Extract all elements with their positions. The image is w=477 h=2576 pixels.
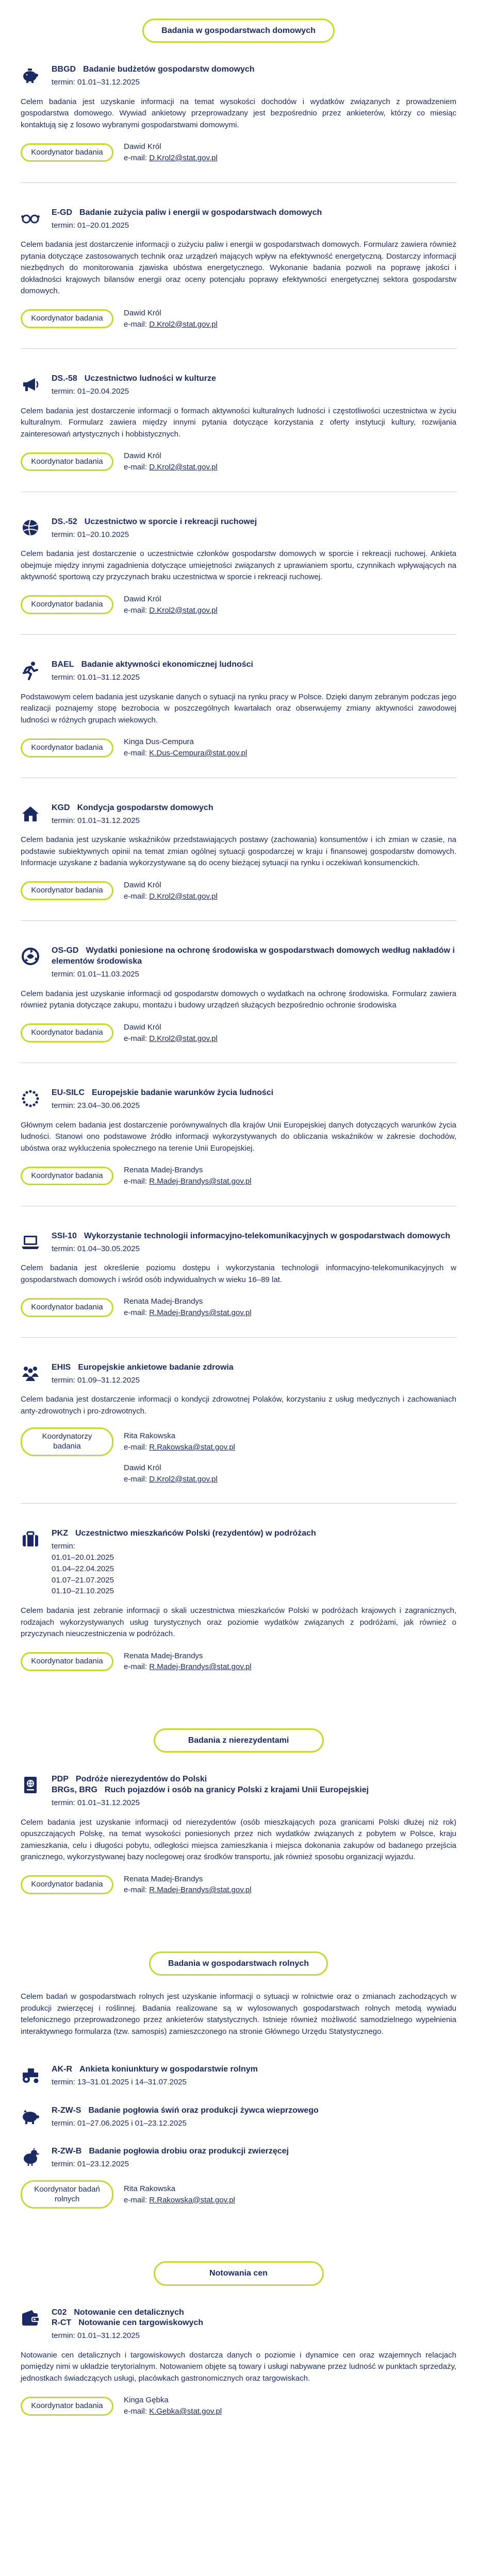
survey-title: Wydatki poniesione na ochronę środowiska w gospodarstwach domowych według nakładów i elementów środowiska — [52, 946, 455, 966]
survey-term-line: 01.04–22.04.2025 — [52, 1564, 114, 1573]
coordinator-name: Renata Madej-Brandys — [124, 1297, 203, 1306]
coordinator-info — [124, 1462, 218, 1485]
survey-header — [21, 1088, 456, 1112]
coordinator-label: Koordynator badania — [21, 143, 113, 162]
house-icon — [21, 804, 40, 823]
survey-code: R-ZW-B — [52, 2147, 82, 2156]
survey-item — [21, 1356, 456, 1504]
coordinator-row — [21, 450, 456, 473]
coordinators — [21, 2395, 456, 2417]
coordinator-email-link[interactable]: D.Krol2@stat.gov.pl — [149, 605, 218, 615]
survey-title-block — [52, 1088, 456, 1112]
survey-header — [21, 803, 456, 827]
coordinator-email-line — [124, 153, 218, 164]
survey-title: Europejskie ankietowe badanie zdrowia — [78, 1362, 234, 1372]
survey-header — [21, 946, 456, 980]
coordinator-name: Dawid Król — [124, 1022, 161, 1032]
survey-code: EU-SILC — [52, 1088, 85, 1098]
survey-title: Badanie aktywności ekonomicznej ludności — [81, 660, 253, 669]
survey-title-block — [52, 64, 456, 88]
survey-code: R-ZW-S — [52, 2106, 81, 2115]
coordinator-row — [21, 594, 456, 616]
coordinator-label: Koordynator badania — [21, 309, 113, 328]
coordinator-email-link[interactable]: R.Madej-Brandys@stat.gov.pl — [149, 1177, 252, 1186]
survey-code: DS.-58 — [52, 374, 77, 383]
coordinator-name: Dawid Król — [124, 594, 161, 603]
survey-header — [21, 1231, 456, 1255]
survey-description: Podstawowym celem badania jest uzyskanie danych o sytuacji na rynku pracy w Polsce. Dzięki danym zebranym podczas jego realizacji poznajemy stopę bezrobocia w poszczególnych kwartałach oraz obserwujemy zmiany aktywności zawodowej ludności w różnych grupach wiekowych. — [21, 692, 456, 725]
survey-term-line: 01.07–21.07.2025 — [52, 1575, 114, 1585]
survey-description: Celem badania jest dostarczenie o uczestnictwie członków gospodarstw domowych w sporcie i rekreacji ruchowej. Ankieta obejmuje między innymi zagadnienia dotyczące umiejętności związanych z uprawianiem sportu, czynnikach wpływających na aktywność sportową czy przyczynach braku uczestnictwa w sporcie i rekreacji ruchowej. — [21, 549, 456, 582]
survey-header — [21, 2064, 456, 2088]
coordinator-label: Koordynator badania — [21, 1167, 113, 1186]
survey-title: Uczestnictwo ludności w kulturze — [84, 374, 216, 383]
coordinator-info — [124, 1430, 235, 1453]
coordinator-label — [21, 1469, 113, 1478]
coordinator-label: Koordynator badania — [21, 595, 113, 614]
survey-title-line — [52, 1362, 456, 1373]
survey-title: Badanie pogłowia drobiu oraz produkcji zwierzęcej — [89, 2147, 289, 2156]
survey-description: Celem badania jest uzyskanie informacji od gospodarstw domowych o wydatkach na ochronę środowiska. Formularz zawiera również pytania dotyczące zakupu, montażu i budowy urządzeń służących bezpośrednio ochronie środowiska — [21, 989, 456, 1010]
survey-title: Notowanie cen detalicznych — [74, 2308, 184, 2317]
survey-header — [21, 374, 456, 397]
survey-item — [21, 1082, 456, 1206]
coordinator-row — [21, 1462, 456, 1485]
survey-item — [21, 2301, 456, 2436]
survey-title-line — [52, 2308, 456, 2318]
coordinator-email-line — [124, 1884, 252, 1896]
survey-title-block — [52, 2308, 456, 2342]
email-prefix: e-mail: — [124, 605, 150, 615]
coordinator-info — [124, 880, 218, 902]
survey-code: AK-R — [52, 2065, 72, 2074]
survey-item — [21, 201, 456, 349]
survey-title-line — [52, 517, 456, 528]
coordinator-row — [21, 141, 456, 164]
survey-title-line — [52, 946, 456, 967]
coordinator-label: Koordynatorzy badania — [21, 1427, 113, 1456]
section — [21, 1710, 456, 1914]
section-header — [21, 2243, 456, 2301]
coordinator-email-line — [124, 1176, 252, 1187]
coordinator-email-link[interactable]: R.Madej-Brandys@stat.gov.pl — [149, 1885, 252, 1895]
survey-title-line — [52, 2318, 456, 2329]
coordinator-info — [124, 1022, 218, 1045]
wallet-icon — [21, 2309, 40, 2328]
coordinator-row — [21, 1022, 456, 1045]
coordinator-info — [124, 308, 218, 330]
coordinator-email-link[interactable]: D.Krol2@stat.gov.pl — [149, 319, 218, 329]
survey-code: C02 — [52, 2308, 67, 2317]
survey-item — [21, 1768, 456, 1914]
survey-term-line: 01.01–20.01.2025 — [52, 1553, 114, 1562]
email-prefix: e-mail: — [124, 1177, 150, 1186]
coordinator-label: Koordynator badania — [21, 1652, 113, 1671]
tractor-icon — [21, 2065, 40, 2085]
section-header — [21, 1933, 456, 1991]
survey-description: Celem badania jest uzyskanie informacji na temat wysokości dochodów i wydatków związanych z prowadzeniem gospodarstwa domowego. Wywiad ankietowy przeprowadzany jest bezpośrednio przez ankieterów, którzy co miesiąc kontaktują się z losowo wybranymi gospodarstwami domowymi. — [21, 97, 456, 129]
coordinator-email-link[interactable]: R.Madej-Brandys@stat.gov.pl — [149, 1308, 252, 1318]
email-prefix: e-mail: — [124, 2195, 150, 2204]
email-prefix: e-mail: — [124, 2407, 150, 2416]
survey-title-block — [52, 660, 456, 683]
coordinator-name: Renata Madej-Brandys — [124, 1874, 203, 1883]
section — [21, 0, 456, 1691]
coordinator-email-line — [124, 2406, 222, 2417]
survey-item — [21, 2058, 456, 2099]
survey-description: Celem badania jest uzyskanie wskaźników przedstawiających postawy (zachowania) konsumentów i ich zmian w czasie, na podstawie subiektywnych opinii na temat zmian ogólnej sytuacji gospodarczej w kraju i finansowej gospodarstw domowych. Informacje uzyskane z badania wykorzystywane są do oceny bieżącej sytuacji na rynku i oczekiwań konsumenckich. — [21, 835, 456, 868]
coordinator-email-line — [124, 1307, 252, 1319]
coordinator-label: Koordynator badania — [21, 881, 113, 900]
laptop-icon — [21, 1232, 40, 1252]
coordinators — [21, 141, 456, 164]
survey-title-line — [52, 1088, 456, 1099]
email-prefix: e-mail: — [124, 1474, 150, 1484]
email-prefix: e-mail: — [124, 749, 150, 758]
section-intro: Celem badań w gospodarstwach rolnych jest uzyskanie informacji o sytuacji w rolnictwie oraz o zmianach zachodzących w produkcji zwierzęcej i roślinnej. Badania realizowane są w wylosowanych gospodarstwach rolnych metodą wywiadu telefonicznego przeprowadzonego przez ankieterów statystycznych. Istnieje również możliwość samodzielnego wypełnienia interaktywnego formularza (tzw. samospis) zamieszczonego na stronie Głównego Urzędu Statystycznego. — [21, 1992, 456, 2036]
survey-title-line — [52, 374, 456, 384]
survey-header — [21, 208, 456, 231]
coordinator-name: Rita Rakowska — [124, 1432, 176, 1441]
coordinator-email-link[interactable]: D.Krol2@stat.gov.pl — [149, 1474, 218, 1484]
survey-title-block — [52, 374, 456, 397]
survey-item — [21, 511, 456, 635]
survey-header — [21, 64, 456, 88]
section-title: Badania z nierezydentami — [154, 1728, 324, 1753]
survey-title-line — [52, 208, 456, 218]
survey-title: Notowanie cen targowiskowych — [78, 2318, 204, 2328]
survey-title-block — [52, 2064, 456, 2088]
survey-item — [21, 1522, 456, 1691]
survey-description: Celem badania jest dostarczenie informacji o kondycji zdrowotnej Polaków, korzystaniu z usług medycznych i zachowaniach anty-zdrowotnych i pro-zdrowotnych. — [21, 1395, 456, 1416]
survey-header — [21, 1774, 456, 1808]
survey-title: Wykorzystanie technologii informacyjno-telekomunikacyjnych w gospodarstwach domowych — [84, 1231, 450, 1240]
survey-description: Celem badania jest dostarczenie informacji o formach aktywności kulturalnych ludności i częstotliwości uczestnictwa w życiu kulturalnym. Formularz zawiera między innymi pytania dotyczące korzystania z oferty instytucji kultury, rozwijania zainteresowań artystycznych i hobbistycznych. — [21, 406, 456, 439]
survey-title-line — [52, 1231, 456, 1242]
survey-title-line — [52, 64, 456, 75]
survey-title-line — [52, 1528, 456, 1539]
megaphone-icon — [21, 375, 40, 394]
coordinator-email-line — [124, 1442, 235, 1453]
coordinator-row — [21, 1651, 456, 1673]
survey-title-block — [52, 517, 456, 541]
email-prefix: e-mail: — [124, 1443, 150, 1452]
survey-title-block — [52, 2146, 456, 2170]
coordinators — [21, 450, 456, 473]
survey-title-block — [52, 1362, 456, 1386]
coordinator-info — [124, 736, 247, 759]
coordinators — [21, 880, 456, 902]
running-person-icon — [21, 661, 40, 680]
email-prefix: e-mail: — [124, 1885, 150, 1895]
survey-code: SSI-10 — [52, 1231, 77, 1240]
coordinator-name: Dawid Król — [124, 1463, 161, 1472]
survey-item — [21, 653, 456, 778]
survey-term: termin: 01.01–31.12.2025 — [52, 816, 140, 825]
survey-title-block — [52, 208, 456, 231]
survey-header — [21, 517, 456, 541]
survey-item — [21, 367, 456, 492]
piggy-bank-icon — [21, 65, 40, 85]
coordinator-email-link[interactable]: D.Krol2@stat.gov.pl — [149, 891, 218, 901]
survey-title: Badanie budżetów gospodarstw domowych — [83, 65, 255, 74]
survey-title: Europejskie badanie warunków życia ludności — [92, 1088, 274, 1098]
section-title: Badania w gospodarstwach domowych — [142, 19, 335, 43]
survey-term: termin: 01–20.10.2025 — [52, 530, 129, 539]
survey-description: Celem badania jest dostarczenie informacji o zużyciu paliw i energii w gospodarstwach domowych. Formularz zawiera również pytania dotyczące zastosowanych technik oraz urządzeń mających wpływ na efektywność energetyczną. Dostarczy informacji niezbędnych do monitorowania zjawiska ubóstwa energetycznego. Wykonanie badania pozwoli na poprawę jakości i dokładności krajowych bilansów energii oraz oceny potencjału poprawy efektywności energetycznej sektora gospodarstw domowych. — [21, 240, 456, 296]
survey-item — [21, 939, 456, 1063]
coordinator-email-line — [124, 1661, 252, 1673]
coordinator-row — [21, 1296, 456, 1319]
survey-term: termin: 01.01–31.12.2025 — [52, 673, 140, 682]
survey-code: KGD — [52, 803, 70, 812]
coordinator-label: Koordynator badań rolnych — [21, 2180, 113, 2209]
section — [21, 2243, 456, 2436]
coordinators — [21, 2180, 456, 2209]
coordinator-name: Rita Rakowska — [124, 2184, 176, 2193]
coordinators — [21, 1651, 456, 1673]
pig-icon — [21, 2107, 40, 2126]
email-prefix: e-mail: — [124, 1662, 150, 1672]
coordinator-name: Dawid Król — [124, 142, 161, 151]
coordinator-email-line — [124, 319, 218, 330]
survey-title-block — [52, 803, 456, 827]
survey-description: Celem badania jest uzyskanie informacji od nierezydentów (osób mieszkających poza granicami Polski dłużej niż rok) opuszczających Polskę, na temat wysokości poniesionych przez nich wydatków związanych z pobytem w Polsce, kraju zamieszkania, celu i długości pobytu, odległości miejsca zamieszkania i miejsca dokonania zakupów od badanego przejścia granicznego, wykorzystywanej bazy noclegowej oraz środków transportu, jak również sposobu organizacji wyjazdu. — [21, 1817, 456, 1862]
coordinators — [21, 1296, 456, 1319]
coordinators — [21, 1874, 456, 1896]
survey-term: termin: 01–23.12.2025 — [52, 2160, 129, 2169]
coordinator-name: Kinga Gębka — [124, 2396, 169, 2405]
section-header — [21, 1710, 456, 1768]
recycle-icon — [21, 947, 40, 966]
survey-header — [21, 1362, 456, 1386]
coordinator-email-line — [124, 891, 218, 902]
survey-term: termin: 01–20.01.2025 — [52, 221, 129, 230]
coordinators — [21, 594, 456, 616]
survey-title: Badanie pogłowia świń oraz produkcji żywca wieprzowego — [88, 2106, 319, 2115]
survey-title: Kondycja gospodarstw domowych — [77, 803, 213, 812]
coordinator-name: Renata Madej-Brandys — [124, 1651, 203, 1660]
survey-code: R-CT — [52, 2318, 72, 2328]
coordinator-email-line — [124, 462, 218, 473]
survey-item — [21, 58, 456, 183]
coordinators — [21, 736, 456, 759]
coordinator-email-line — [124, 1474, 218, 1485]
survey-title-block — [52, 1231, 456, 1255]
survey-code: BRGs, BRG — [52, 1785, 97, 1794]
survey-header — [21, 1528, 456, 1597]
email-prefix: e-mail: — [124, 1308, 150, 1318]
coordinator-info — [124, 1874, 252, 1896]
coordinator-name: Kinga Dus-Cempura — [124, 737, 194, 747]
section — [21, 1933, 456, 2224]
chicken-icon — [21, 2147, 40, 2167]
survey-title-line — [52, 660, 456, 670]
email-prefix: e-mail: — [124, 463, 150, 472]
survey-title-line — [52, 803, 456, 814]
eu-stars-icon — [21, 1089, 40, 1108]
coordinator-row — [21, 1427, 456, 1456]
survey-title: Badanie zużycia paliw i energii w gospodarstwach domowych — [79, 208, 322, 217]
coordinator-row — [21, 308, 456, 330]
survey-title-line — [52, 1774, 456, 1785]
survey-title: Ruch pojazdów i osób na granicy Polski z krajami Unii Europejskiej — [104, 1785, 369, 1794]
survey-title-block — [52, 1774, 456, 1808]
survey-term: termin: 01.01–31.12.2025 — [52, 1798, 140, 1807]
survey-code: OS-GD — [52, 946, 79, 955]
survey-title-line — [52, 1785, 456, 1796]
section-title: Badania w gospodarstwach rolnych — [149, 1951, 328, 1976]
coordinator-name: Dawid Król — [124, 308, 161, 317]
section-title: Notowania cen — [154, 2261, 324, 2285]
coordinators — [21, 1427, 456, 1485]
coordinator-info — [124, 2395, 222, 2417]
coordinator-label: Koordynator badania — [21, 1298, 113, 1317]
coordinator-name: Renata Madej-Brandys — [124, 1166, 203, 1175]
coordinator-row — [21, 1165, 456, 1187]
survey-code: E-GD — [52, 208, 72, 217]
coordinator-label: Koordynator badania — [21, 1875, 113, 1894]
passport-icon — [21, 1775, 40, 1795]
email-prefix: e-mail: — [124, 891, 150, 901]
survey-term: termin: 01.09–31.12.2025 — [52, 1375, 140, 1385]
survey-term: termin: 13–31.01.2025 i 14–31.07.2025 — [52, 2078, 187, 2087]
survey-header — [21, 660, 456, 683]
survey-item — [21, 2099, 456, 2141]
survey-code: BBGD — [52, 65, 76, 74]
survey-term: termin: 23.04–30.06.2025 — [52, 1101, 140, 1110]
survey-title-line — [52, 2064, 456, 2075]
survey-title: Ankieta koniunktury w gospodarstwie rolnym — [79, 2065, 258, 2074]
survey-term: termin: 01.01–31.12.2025 — [52, 77, 140, 87]
survey-code: PDP — [52, 1775, 69, 1784]
coordinator-info — [124, 594, 218, 616]
survey-title-block — [52, 2106, 456, 2129]
coordinator-label: Koordynator badania — [21, 2397, 113, 2416]
survey-item — [21, 2140, 456, 2224]
survey-code: PKZ — [52, 1529, 68, 1538]
coordinator-email-link[interactable]: D.Krol2@stat.gov.pl — [149, 463, 218, 472]
coordinators — [21, 1022, 456, 1045]
survey-title: Podróże nierezydentów do Polski — [75, 1775, 207, 1784]
survey-description: Głównym celem badania jest dostarczenie porównywalnych dla krajów Unii Europejskiej danych dotyczących warunków życia ludności. Stanowi ono podstawowe źródło informacji wykorzystywanych do obliczania wskaźników w zakresie dochodów, ubóstwa oraz wykluczenia społecznego na terenie Unii Europejskiej. — [21, 1120, 456, 1153]
coordinator-row — [21, 880, 456, 902]
survey-code: DS.-52 — [52, 517, 77, 526]
glasses-icon — [21, 209, 40, 228]
coordinator-name: Dawid Król — [124, 880, 161, 889]
coordinator-row — [21, 736, 456, 759]
ball-icon — [21, 518, 40, 537]
coordinator-label: Koordynator badania — [21, 452, 113, 472]
survey-term: termin: — [52, 1542, 75, 1551]
coordinator-row — [21, 2180, 456, 2209]
survey-code: EHIS — [52, 1362, 71, 1372]
coordinator-info — [124, 450, 218, 473]
coordinators — [21, 308, 456, 330]
coordinator-info — [124, 2183, 235, 2206]
survey-term-line: 01.10–21.10.2025 — [52, 1587, 114, 1596]
coordinator-info — [124, 141, 218, 164]
coordinators — [21, 1165, 456, 1187]
coordinator-info — [124, 1651, 252, 1673]
coordinator-row — [21, 2395, 456, 2417]
survey-title-block — [52, 946, 456, 980]
survey-title: Uczestnictwo w sporcie i rekreacji ruchowej — [84, 517, 257, 526]
coordinator-label: Koordynator badania — [21, 1023, 113, 1042]
section-header — [21, 0, 456, 58]
email-prefix: e-mail: — [124, 153, 150, 162]
coordinator-email-link[interactable]: R.Madej-Brandys@stat.gov.pl — [149, 1662, 252, 1672]
survey-item — [21, 797, 456, 921]
survey-term: termin: 01–20.04.2025 — [52, 387, 129, 396]
coordinator-label: Koordynator badania — [21, 738, 113, 757]
survey-header — [21, 2146, 456, 2170]
coordinator-email-link[interactable]: D.Krol2@stat.gov.pl — [149, 153, 218, 162]
survey-title-block — [52, 1528, 456, 1597]
email-prefix: e-mail: — [124, 319, 150, 329]
survey-description: Celem badania jest zebranie informacji o skali uczestnictwa mieszkańców Polski w podróżach krajowych i zagranicznych, rodzajach wykorzystywanych usług turystycznych oraz poziomie wydatków związanych z podróżami, jak również o przyczynach nieuczestniczenia w podróżach. — [21, 1606, 456, 1638]
coordinator-email-line — [124, 605, 218, 616]
coordinator-email-line — [124, 1033, 218, 1045]
survey-title: Uczestnictwo mieszkańców Polski (rezydentów) w podróżach — [75, 1529, 316, 1538]
coordinator-email-line — [124, 748, 247, 759]
coordinator-name: Dawid Król — [124, 451, 161, 461]
email-prefix: e-mail: — [124, 1034, 150, 1043]
coordinator-email-line — [124, 2195, 235, 2206]
coordinator-email-link[interactable]: D.Krol2@stat.gov.pl — [149, 1034, 218, 1043]
survey-term: termin: 01–27.06.2025 i 01–23.12.2025 — [52, 2118, 187, 2128]
suitcase-icon — [21, 1529, 40, 1549]
survey-description: Celem badania jest określenie poziomu dostępu i wykorzystania technologii informacyjno-telekomunikacyjnych w gospodarstwach domowych i wśród osób indywidualnych w wieku 16–89 lat. — [21, 1264, 456, 1284]
coordinator-email-link[interactable]: R.Rakowska@stat.gov.pl — [149, 2195, 235, 2204]
coordinator-info — [124, 1165, 252, 1187]
coordinator-email-link[interactable]: R.Rakowska@stat.gov.pl — [149, 1443, 235, 1452]
survey-term: termin: 01.01–31.12.2025 — [52, 2331, 140, 2341]
coordinator-info — [124, 1296, 252, 1319]
survey-header — [21, 2106, 456, 2129]
survey-title-line — [52, 2146, 456, 2157]
coordinator-email-link[interactable]: K.Dus-Cempura@stat.gov.pl — [149, 749, 248, 758]
people-icon — [21, 1363, 40, 1383]
survey-item — [21, 1225, 456, 1338]
coordinator-email-link[interactable]: K.Gebka@stat.gov.pl — [149, 2407, 222, 2416]
survey-header — [21, 2308, 456, 2342]
survey-description: Notowanie cen detalicznych i targowiskowych dostarcza danych o poziomie i dynamice cen oraz wzajemnych relacjach pomiędzy nimi w układzie terytorialnym. Notowaniem objęte są towary i usługi nabywane przez ludność w punktach sprzedaży, jednostkach świadczących usługi, placówkach gastronomicznych oraz targowiskach. — [21, 2350, 456, 2383]
survey-term: termin: 01.01–11.03.2025 — [52, 970, 139, 979]
survey-term: termin: 01.04–30.05.2025 — [52, 1244, 140, 1253]
survey-title-line — [52, 2106, 456, 2116]
coordinator-row — [21, 1874, 456, 1896]
survey-code: BAEL — [52, 660, 74, 669]
